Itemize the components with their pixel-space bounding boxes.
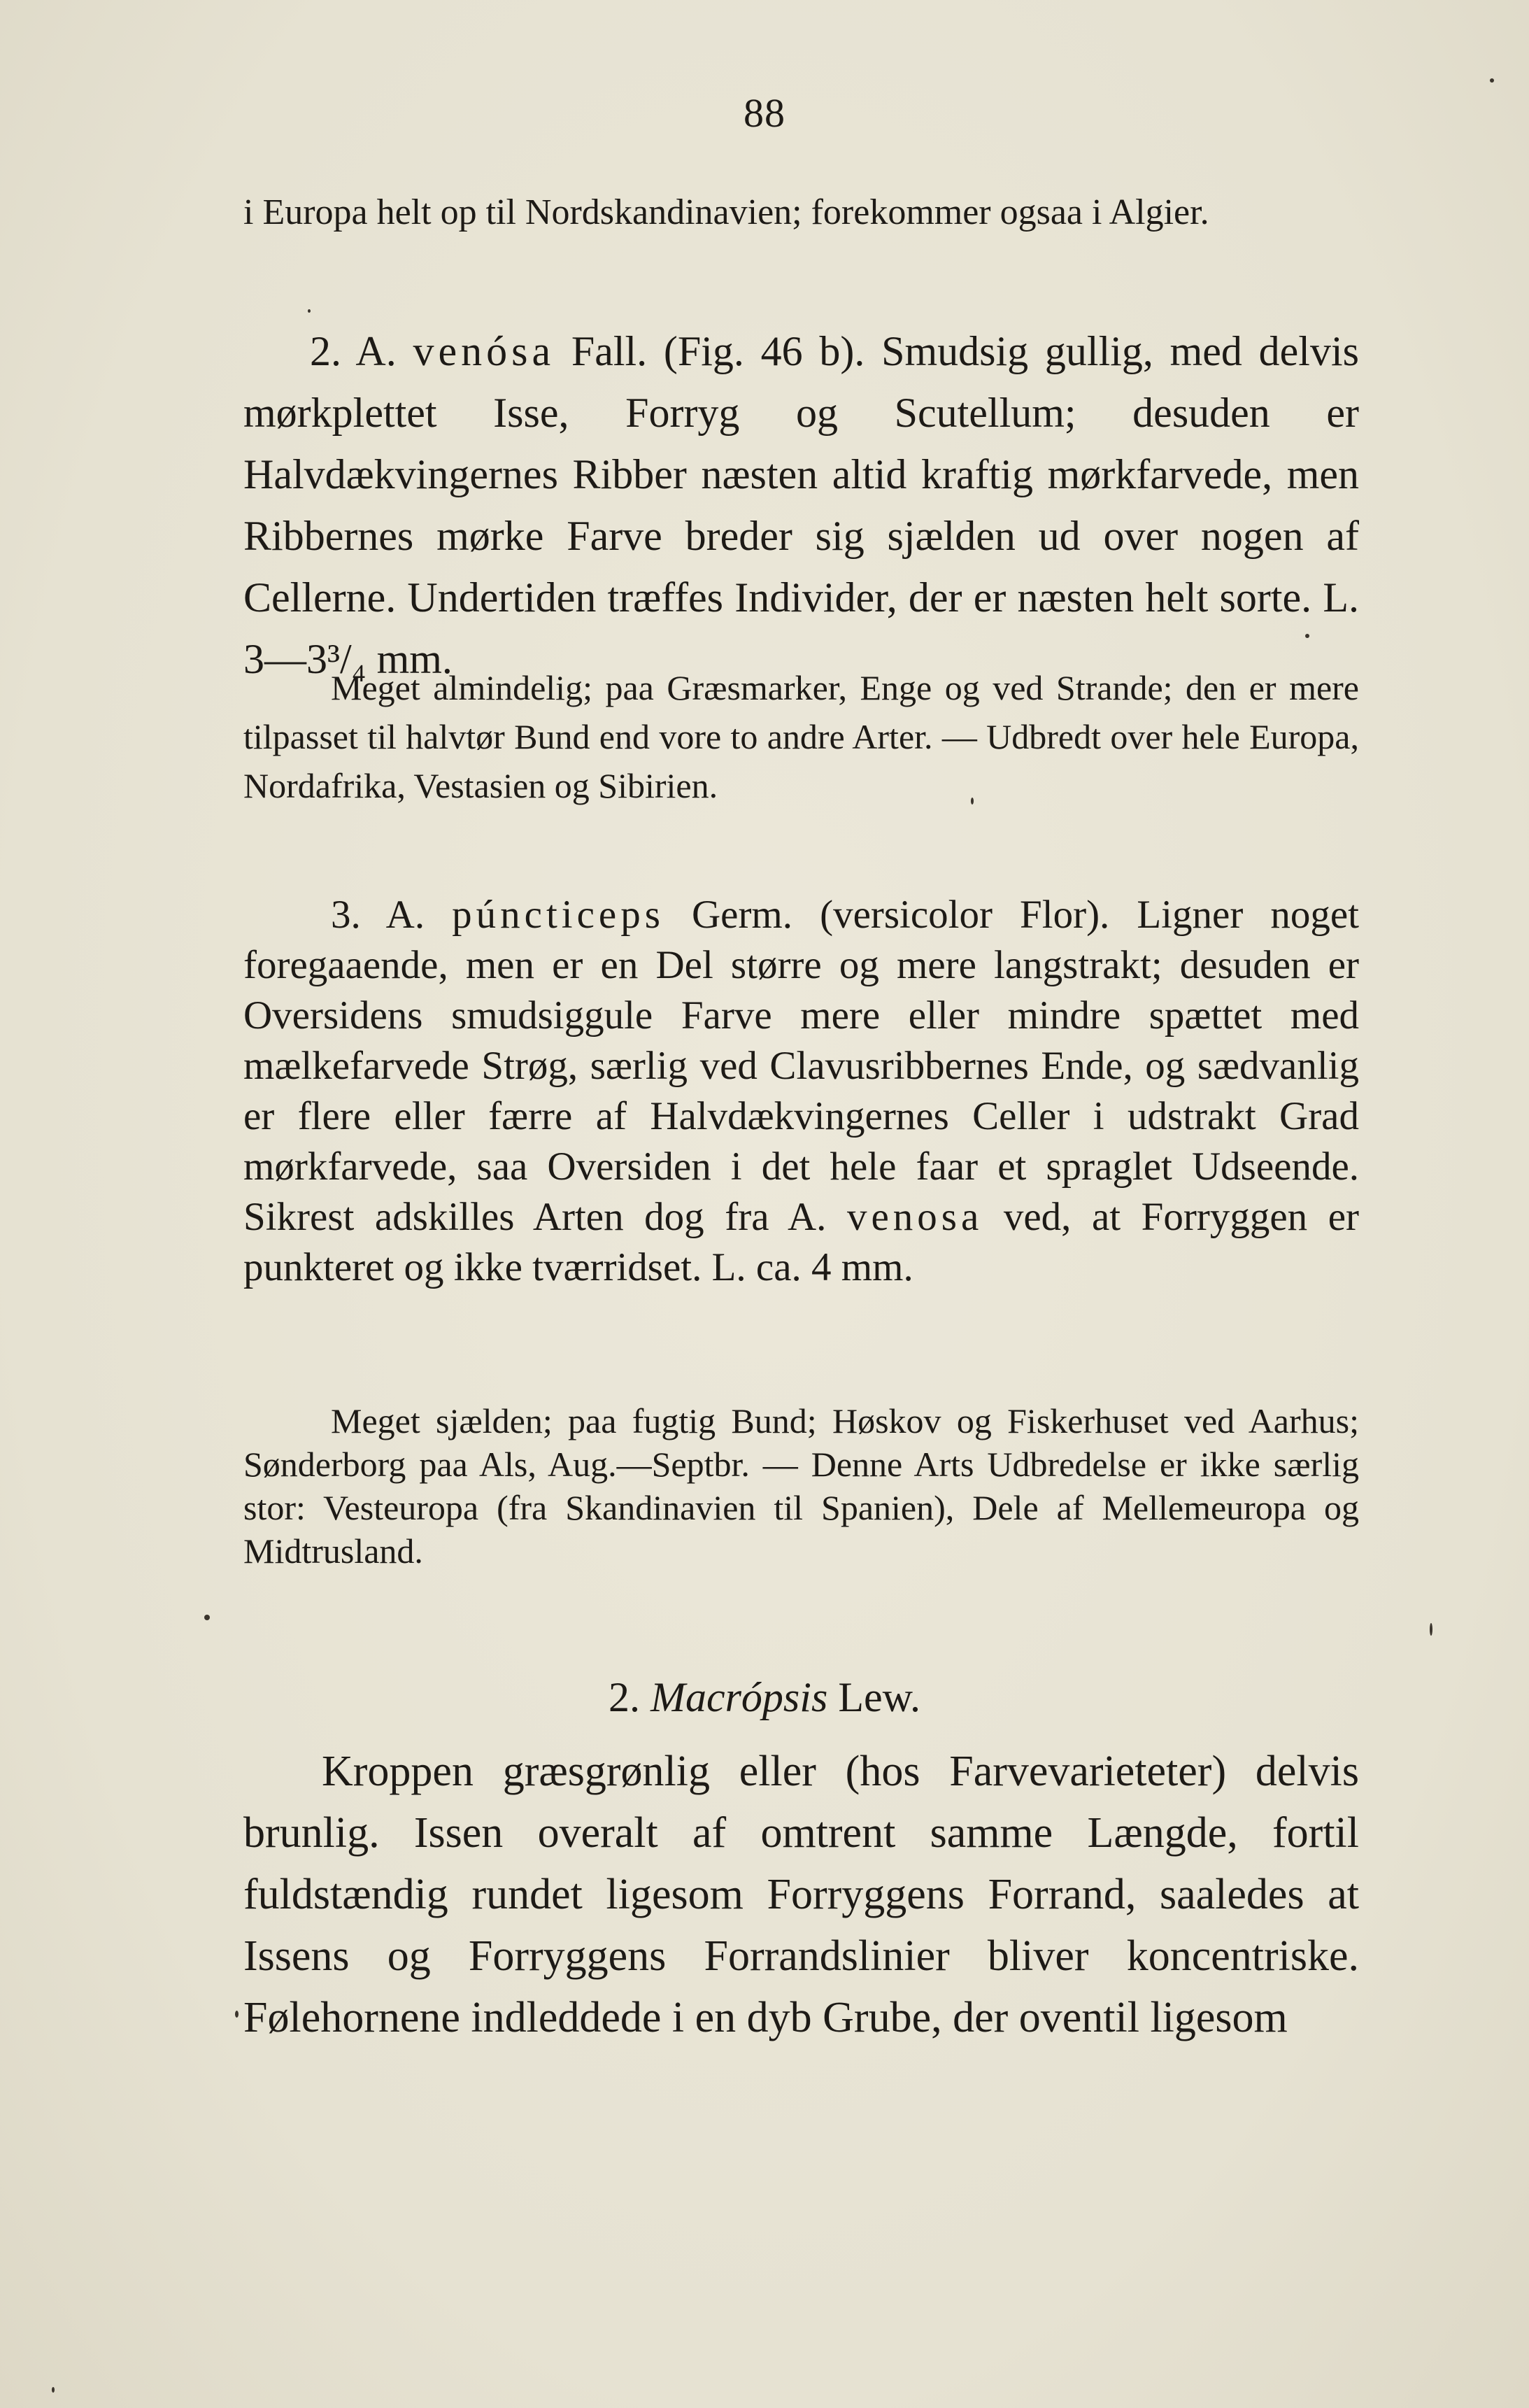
species-entry-puncticeps — [243, 890, 1359, 1293]
species-description-end: ved, at Forryggen er punkteret og ikke tværridset. L. ca. 4 mm. — [243, 1195, 1359, 1289]
genus-author: Lew. — [827, 1674, 921, 1720]
print-speck — [1305, 634, 1309, 638]
species-description-text: Germ. (versicolor Flor). Ligner noget foregaaende, men er en Del større og mere langstrakt; desuden er Oversidens smudsiggule Farve mere eller mindre spættet med mælkefarvede Strøg, særlig ved Clavusribbernes Ende, og sædvanlig er flere eller færre af Halvdækvingernes Celler i udstrakt Grad mørkfarvede, saa Oversiden i det hele faar et spraglet Udseende. Sikrest adskilles Arten dog fra A. — [243, 893, 1359, 1239]
print-speck — [1490, 78, 1494, 83]
paragraph-distribution-continued — [243, 187, 1359, 238]
species-entry-venosa — [243, 320, 1359, 690]
print-speck — [971, 798, 974, 805]
species-description — [243, 890, 1359, 1293]
species-number: 3. A. — [331, 893, 453, 937]
print-speck — [308, 309, 311, 313]
genus-heading — [0, 1673, 1529, 1722]
print-speck — [52, 2387, 55, 2393]
species-description — [243, 320, 1359, 690]
species-number: 2. A. — [310, 328, 413, 374]
genus-description — [243, 1741, 1359, 2048]
species-reference: venosa — [846, 1195, 983, 1239]
paragraph-text: i Europa helt op til Nordskandinavien; forekommer ogsaa i Algier. — [243, 192, 1209, 232]
page-number: 88 — [744, 90, 785, 136]
print-speck — [1430, 1623, 1432, 1636]
species-name: púncticeps — [452, 893, 664, 937]
genus-description-text: Kroppen græsgrønlig eller (hos Farvevarieteter) delvis brunlig. Issen overalt af omtrent samme Længde, fortil fuldstændig rundet ligesom Forryggens Forrand, saaledes at Issens og Forryggens Forrandslinier bliver koncentriske. Følehornene indleddede i en dyb Grube, der oventil ligesom — [243, 1748, 1359, 2041]
habitat-text: Meget sjælden; paa fugtig Bund; Høskov og Fiskerhuset ved Aarhus; Sønderborg paa Als, Aug.—Septbr. — Denne Arts Udbredelse er ikke særlig stor: Vesteuropa (fra Skandinavien til Spanien), Dele af Mellemeuropa og Midtrusland. — [243, 1401, 1359, 1571]
print-speck — [235, 2011, 239, 2018]
species-habitat-venosa — [243, 663, 1359, 810]
species-habitat-puncticeps — [243, 1399, 1359, 1573]
habitat-text: Meget almindelig; paa Græsmarker, Enge og ved Strande; den er mere tilpasset til halvtør Bund end vore to andre Arter. — Udbredt over hele Europa, Nordafrika, Vestasien og Sibirien. — [243, 668, 1359, 805]
genus-name: Macrópsis — [650, 1674, 828, 1720]
print-speck — [204, 1615, 210, 1620]
genus-number: 2. — [608, 1674, 650, 1720]
species-name: venósa — [413, 328, 555, 374]
species-description-text: Fall. (Fig. 46 b). Smudsig gullig, med delvis mørkplettet Isse, Forryg og Scutellum; desuden er Halvdækvingernes Ribber næsten altid kraftig mørkfarvede, men Ribbernes mørke Farve breder sig sjælden ud over nogen af Cellerne. Undertiden træffes Individer, der er næsten helt sorte. L. 3—3³/₄ mm. — [243, 328, 1359, 682]
